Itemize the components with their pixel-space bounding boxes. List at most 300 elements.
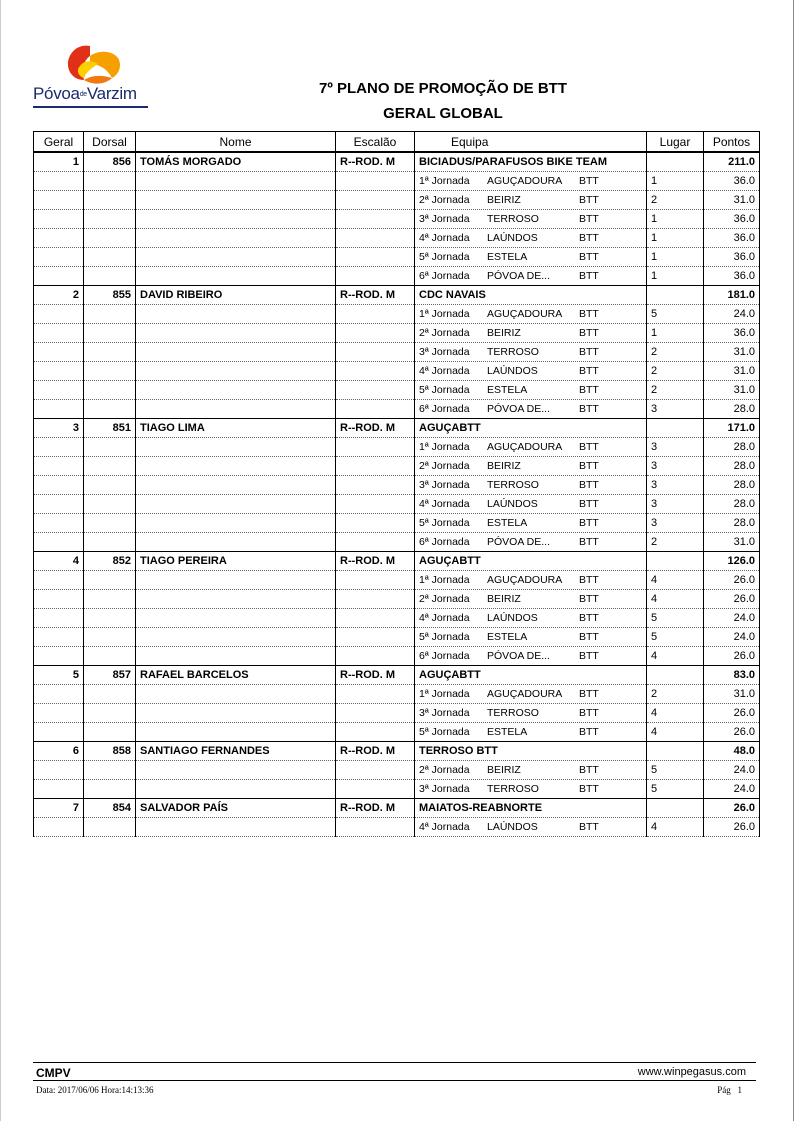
round-escalao-empty (336, 514, 415, 533)
round-pontos: 31.0 (704, 685, 760, 704)
page-title: 7º PLANO DE PROMOÇÃO DE BTT (319, 80, 567, 97)
round-suffix: ª Jornada (424, 612, 470, 624)
round-suffix: ª Jornada (424, 308, 470, 320)
round-pontos: 36.0 (704, 172, 760, 191)
round-pontos: 24.0 (704, 780, 760, 799)
round-lugar: 4 (647, 704, 704, 723)
round-jornada (419, 821, 487, 833)
round-geral-empty (34, 495, 84, 514)
round-dorsal-empty (84, 191, 136, 210)
round-pontos: 28.0 (704, 476, 760, 495)
round-geral-empty (34, 229, 84, 248)
athlete-nome: SANTIAGO FERNANDES (136, 742, 336, 761)
round-suffix: ª Jornada (424, 270, 470, 282)
round-lugar: 3 (647, 457, 704, 476)
round-geral-empty (34, 438, 84, 457)
athlete-geral: 2 (34, 286, 84, 305)
footer-organization: CMPV (36, 1066, 71, 1080)
round-number: 2 (419, 194, 425, 206)
round-info (415, 571, 647, 590)
round-local: AGUÇADOURA (487, 441, 563, 453)
round-geral-empty (34, 248, 84, 267)
athlete-dorsal: 851 (84, 419, 136, 438)
round-tipo: BTT (579, 213, 599, 225)
round-escalao-empty (336, 229, 415, 248)
round-geral-empty (34, 305, 84, 324)
athlete-escalao: R--ROD. M (336, 286, 415, 305)
round-number: 5 (419, 517, 425, 529)
round-tipo: BTT (579, 726, 599, 738)
round-nome-empty (136, 400, 336, 419)
round-number: 3 (419, 783, 425, 795)
round-jornada (419, 479, 487, 491)
round-lugar: 5 (647, 609, 704, 628)
athlete-pontos: 171.0 (704, 419, 760, 438)
athlete-equipa: AGUÇABTT (415, 666, 647, 685)
round-nome-empty (136, 191, 336, 210)
round-nome-empty (136, 229, 336, 248)
round-pontos: 28.0 (704, 438, 760, 457)
round-nome-empty (136, 381, 336, 400)
round-geral-empty (34, 210, 84, 229)
round-local: PÓVOA DE... (487, 270, 551, 282)
round-lugar: 1 (647, 210, 704, 229)
round-local: LAÚNDOS (487, 821, 538, 833)
round-row (34, 571, 760, 590)
round-escalao-empty (336, 628, 415, 647)
athlete-row (34, 152, 760, 172)
athlete-geral: 5 (34, 666, 84, 685)
athlete-lugar (647, 799, 704, 818)
round-pontos: 31.0 (704, 362, 760, 381)
athlete-row (34, 552, 760, 571)
round-lugar: 4 (647, 590, 704, 609)
round-nome-empty (136, 305, 336, 324)
round-number: 4 (419, 232, 425, 244)
athlete-escalao: R--ROD. M (336, 152, 415, 172)
page-label: Pág (717, 1085, 731, 1095)
round-suffix: ª Jornada (424, 688, 470, 700)
athlete-escalao: R--ROD. M (336, 742, 415, 761)
athlete-nome: DAVID RIBEIRO (136, 286, 336, 305)
round-number: 5 (419, 726, 425, 738)
round-escalao-empty (336, 590, 415, 609)
round-dorsal-empty (84, 248, 136, 267)
round-lugar: 3 (647, 438, 704, 457)
round-tipo: BTT (579, 194, 599, 206)
print-date: Data: 2017/06/06 Hora:14:13:36 (36, 1085, 154, 1095)
round-local: LAÚNDOS (487, 365, 538, 377)
round-lugar: 4 (647, 723, 704, 742)
round-local: PÓVOA DE... (487, 536, 551, 548)
results-body (34, 152, 760, 837)
round-escalao-empty (336, 476, 415, 495)
athlete-dorsal: 856 (84, 152, 136, 172)
round-pontos: 26.0 (704, 704, 760, 723)
round-number: 3 (419, 346, 425, 358)
round-suffix: ª Jornada (424, 460, 470, 472)
round-info (415, 818, 647, 837)
round-escalao-empty (336, 305, 415, 324)
round-geral-empty (34, 628, 84, 647)
logo-word-varzim: Varzim (86, 84, 137, 103)
round-row (34, 476, 760, 495)
round-geral-empty (34, 723, 84, 742)
round-nome-empty (136, 362, 336, 381)
round-lugar: 4 (647, 647, 704, 666)
round-lugar: 2 (647, 685, 704, 704)
round-local: PÓVOA DE... (487, 650, 551, 662)
round-tipo: BTT (579, 498, 599, 510)
athlete-geral: 4 (34, 552, 84, 571)
round-jornada (419, 365, 487, 377)
round-suffix: ª Jornada (424, 764, 470, 776)
round-escalao-empty (336, 343, 415, 362)
round-dorsal-empty (84, 571, 136, 590)
athlete-dorsal: 854 (84, 799, 136, 818)
round-geral-empty (34, 457, 84, 476)
round-nome-empty (136, 685, 336, 704)
round-lugar: 3 (647, 514, 704, 533)
round-suffix: ª Jornada (424, 593, 470, 605)
round-row (34, 723, 760, 742)
round-jornada (419, 707, 487, 719)
round-geral-empty (34, 647, 84, 666)
col-header-dorsal: Dorsal (84, 132, 136, 153)
round-pontos: 36.0 (704, 210, 760, 229)
round-suffix: ª Jornada (424, 232, 470, 244)
round-pontos: 24.0 (704, 761, 760, 780)
round-tipo: BTT (579, 593, 599, 605)
round-pontos: 26.0 (704, 647, 760, 666)
round-local: ESTELA (487, 631, 528, 643)
round-tipo: BTT (579, 232, 599, 244)
round-dorsal-empty (84, 343, 136, 362)
round-geral-empty (34, 514, 84, 533)
round-suffix: ª Jornada (424, 821, 470, 833)
athlete-dorsal: 855 (84, 286, 136, 305)
round-number: 3 (419, 479, 425, 491)
round-pontos: 36.0 (704, 267, 760, 286)
round-suffix: ª Jornada (424, 783, 470, 795)
round-info (415, 685, 647, 704)
round-number: 4 (419, 821, 425, 833)
round-escalao-empty (336, 438, 415, 457)
round-escalao-empty (336, 400, 415, 419)
round-nome-empty (136, 514, 336, 533)
athlete-dorsal: 857 (84, 666, 136, 685)
athlete-geral: 6 (34, 742, 84, 761)
round-dorsal-empty (84, 400, 136, 419)
round-lugar: 4 (647, 571, 704, 590)
round-geral-empty (34, 324, 84, 343)
round-local: ESTELA (487, 251, 528, 263)
round-local: TERROSO (487, 479, 539, 491)
round-lugar: 1 (647, 172, 704, 191)
round-row (34, 818, 760, 837)
round-tipo: BTT (579, 384, 599, 396)
round-lugar: 2 (647, 381, 704, 400)
round-nome-empty (136, 647, 336, 666)
round-info (415, 457, 647, 476)
round-row (34, 343, 760, 362)
round-escalao-empty (336, 609, 415, 628)
round-row (34, 381, 760, 400)
round-dorsal-empty (84, 438, 136, 457)
round-lugar: 3 (647, 476, 704, 495)
page-number (717, 1085, 742, 1095)
round-lugar: 5 (647, 305, 704, 324)
round-number: 6 (419, 270, 425, 282)
round-local: PÓVOA DE... (487, 403, 551, 415)
round-geral-empty (34, 343, 84, 362)
round-dorsal-empty (84, 495, 136, 514)
round-nome-empty (136, 457, 336, 476)
round-tipo: BTT (579, 707, 599, 719)
round-geral-empty (34, 609, 84, 628)
round-number: 2 (419, 764, 425, 776)
round-row (34, 609, 760, 628)
round-lugar: 5 (647, 628, 704, 647)
round-lugar: 1 (647, 324, 704, 343)
round-row (34, 210, 760, 229)
round-number: 1 (419, 308, 425, 320)
athlete-pontos: 26.0 (704, 799, 760, 818)
round-tipo: BTT (579, 460, 599, 472)
round-dorsal-empty (84, 590, 136, 609)
round-row (34, 400, 760, 419)
round-tipo: BTT (579, 441, 599, 453)
round-pontos: 28.0 (704, 457, 760, 476)
round-escalao-empty (336, 381, 415, 400)
round-info (415, 704, 647, 723)
round-escalao-empty (336, 704, 415, 723)
round-pontos: 28.0 (704, 400, 760, 419)
round-suffix: ª Jornada (424, 726, 470, 738)
table-header-row (34, 132, 760, 153)
round-suffix: ª Jornada (424, 631, 470, 643)
round-jornada (419, 574, 487, 586)
round-number: 3 (419, 707, 425, 719)
col-header-nome: Nome (136, 132, 336, 153)
athlete-lugar (647, 286, 704, 305)
round-row (34, 438, 760, 457)
col-header-escalao: Escalão (336, 132, 415, 153)
round-info (415, 362, 647, 381)
round-tipo: BTT (579, 612, 599, 624)
round-pontos: 36.0 (704, 324, 760, 343)
round-lugar: 2 (647, 191, 704, 210)
round-number: 4 (419, 365, 425, 377)
round-suffix: ª Jornada (424, 517, 470, 529)
round-local: AGUÇADOURA (487, 175, 563, 187)
round-nome-empty (136, 172, 336, 191)
col-header-equipa: Equipa (415, 132, 647, 153)
round-pontos: 31.0 (704, 191, 760, 210)
athlete-geral: 1 (34, 152, 84, 172)
round-escalao-empty (336, 818, 415, 837)
round-local: AGUÇADOURA (487, 574, 563, 586)
round-info (415, 590, 647, 609)
round-pontos: 24.0 (704, 628, 760, 647)
round-tipo: BTT (579, 783, 599, 795)
round-suffix: ª Jornada (424, 479, 470, 491)
logo-word-de: de (79, 91, 87, 99)
athlete-equipa: MAIATOS-REABNORTE (415, 799, 647, 818)
round-info (415, 476, 647, 495)
round-dorsal-empty (84, 172, 136, 191)
round-geral-empty (34, 761, 84, 780)
round-row (34, 533, 760, 552)
round-lugar: 4 (647, 818, 704, 837)
round-dorsal-empty (84, 723, 136, 742)
athlete-pontos: 181.0 (704, 286, 760, 305)
round-escalao-empty (336, 362, 415, 381)
round-row (34, 191, 760, 210)
round-local: LAÚNDOS (487, 498, 538, 510)
round-nome-empty (136, 704, 336, 723)
round-lugar: 5 (647, 761, 704, 780)
round-jornada (419, 232, 487, 244)
round-escalao-empty (336, 723, 415, 742)
round-dorsal-empty (84, 704, 136, 723)
round-local: ESTELA (487, 384, 528, 396)
round-dorsal-empty (84, 685, 136, 704)
round-number: 1 (419, 175, 425, 187)
round-dorsal-empty (84, 305, 136, 324)
round-row (34, 628, 760, 647)
round-number: 3 (419, 213, 425, 225)
round-suffix: ª Jornada (424, 650, 470, 662)
round-suffix: ª Jornada (424, 536, 470, 548)
page-number-value: 1 (737, 1085, 742, 1095)
athlete-equipa: CDC NAVAIS (415, 286, 647, 305)
results-table (33, 131, 760, 837)
round-jornada (419, 536, 487, 548)
round-suffix: ª Jornada (424, 251, 470, 263)
round-nome-empty (136, 609, 336, 628)
athlete-escalao: R--ROD. M (336, 552, 415, 571)
round-info (415, 248, 647, 267)
round-local: TERROSO (487, 346, 539, 358)
round-lugar: 1 (647, 229, 704, 248)
round-tipo: BTT (579, 327, 599, 339)
round-tipo: BTT (579, 631, 599, 643)
round-number: 5 (419, 631, 425, 643)
round-info (415, 381, 647, 400)
round-row (34, 305, 760, 324)
round-jornada (419, 308, 487, 320)
athlete-nome: RAFAEL BARCELOS (136, 666, 336, 685)
round-dorsal-empty (84, 780, 136, 799)
round-lugar: 5 (647, 780, 704, 799)
round-nome-empty (136, 210, 336, 229)
round-number: 1 (419, 441, 425, 453)
round-pontos: 36.0 (704, 229, 760, 248)
round-escalao-empty (336, 780, 415, 799)
round-suffix: ª Jornada (424, 498, 470, 510)
round-nome-empty (136, 628, 336, 647)
round-escalao-empty (336, 172, 415, 191)
round-escalao-empty (336, 495, 415, 514)
round-info (415, 210, 647, 229)
round-geral-empty (34, 476, 84, 495)
round-info (415, 647, 647, 666)
round-lugar: 1 (647, 267, 704, 286)
round-jornada (419, 403, 487, 415)
round-row (34, 495, 760, 514)
round-local: BEIRIZ (487, 194, 521, 206)
round-number: 2 (419, 327, 425, 339)
round-dorsal-empty (84, 324, 136, 343)
round-info (415, 172, 647, 191)
round-jornada (419, 631, 487, 643)
round-suffix: ª Jornada (424, 384, 470, 396)
col-header-pontos: Pontos (704, 132, 760, 153)
round-jornada (419, 441, 487, 453)
round-lugar: 2 (647, 343, 704, 362)
round-info (415, 533, 647, 552)
athlete-row (34, 286, 760, 305)
round-jornada (419, 384, 487, 396)
round-info (415, 628, 647, 647)
athlete-lugar (647, 152, 704, 172)
round-local: LAÚNDOS (487, 232, 538, 244)
round-info (415, 229, 647, 248)
footer-website: www.winpegasus.com (637, 1066, 746, 1078)
round-escalao-empty (336, 267, 415, 286)
round-local: AGUÇADOURA (487, 308, 563, 320)
round-jornada (419, 270, 487, 282)
round-suffix: ª Jornada (424, 403, 470, 415)
round-info (415, 400, 647, 419)
round-jornada (419, 460, 487, 472)
round-escalao-empty (336, 761, 415, 780)
round-nome-empty (136, 495, 336, 514)
round-number: 6 (419, 403, 425, 415)
round-nome-empty (136, 723, 336, 742)
athlete-nome: TOMÁS MORGADO (136, 152, 336, 172)
logo-word-povoa: Póvoa (33, 84, 80, 103)
round-local: TERROSO (487, 707, 539, 719)
round-tipo: BTT (579, 688, 599, 700)
round-number: 6 (419, 536, 425, 548)
round-nome-empty (136, 476, 336, 495)
round-tipo: BTT (579, 574, 599, 586)
round-pontos: 36.0 (704, 248, 760, 267)
round-escalao-empty (336, 210, 415, 229)
col-header-lugar: Lugar (647, 132, 704, 153)
round-escalao-empty (336, 324, 415, 343)
round-info (415, 609, 647, 628)
round-escalao-empty (336, 191, 415, 210)
round-pontos: 26.0 (704, 590, 760, 609)
round-number: 2 (419, 460, 425, 472)
round-dorsal-empty (84, 533, 136, 552)
athlete-pontos: 211.0 (704, 152, 760, 172)
round-info (415, 780, 647, 799)
round-pontos: 26.0 (704, 571, 760, 590)
round-tipo: BTT (579, 536, 599, 548)
round-jornada (419, 251, 487, 263)
round-row (34, 324, 760, 343)
athlete-geral: 7 (34, 799, 84, 818)
athlete-equipa: BICIADUS/PARAFUSOS BIKE TEAM (415, 152, 647, 172)
round-local: BEIRIZ (487, 327, 521, 339)
athlete-row (34, 799, 760, 818)
round-geral-empty (34, 780, 84, 799)
athlete-equipa: AGUÇABTT (415, 419, 647, 438)
